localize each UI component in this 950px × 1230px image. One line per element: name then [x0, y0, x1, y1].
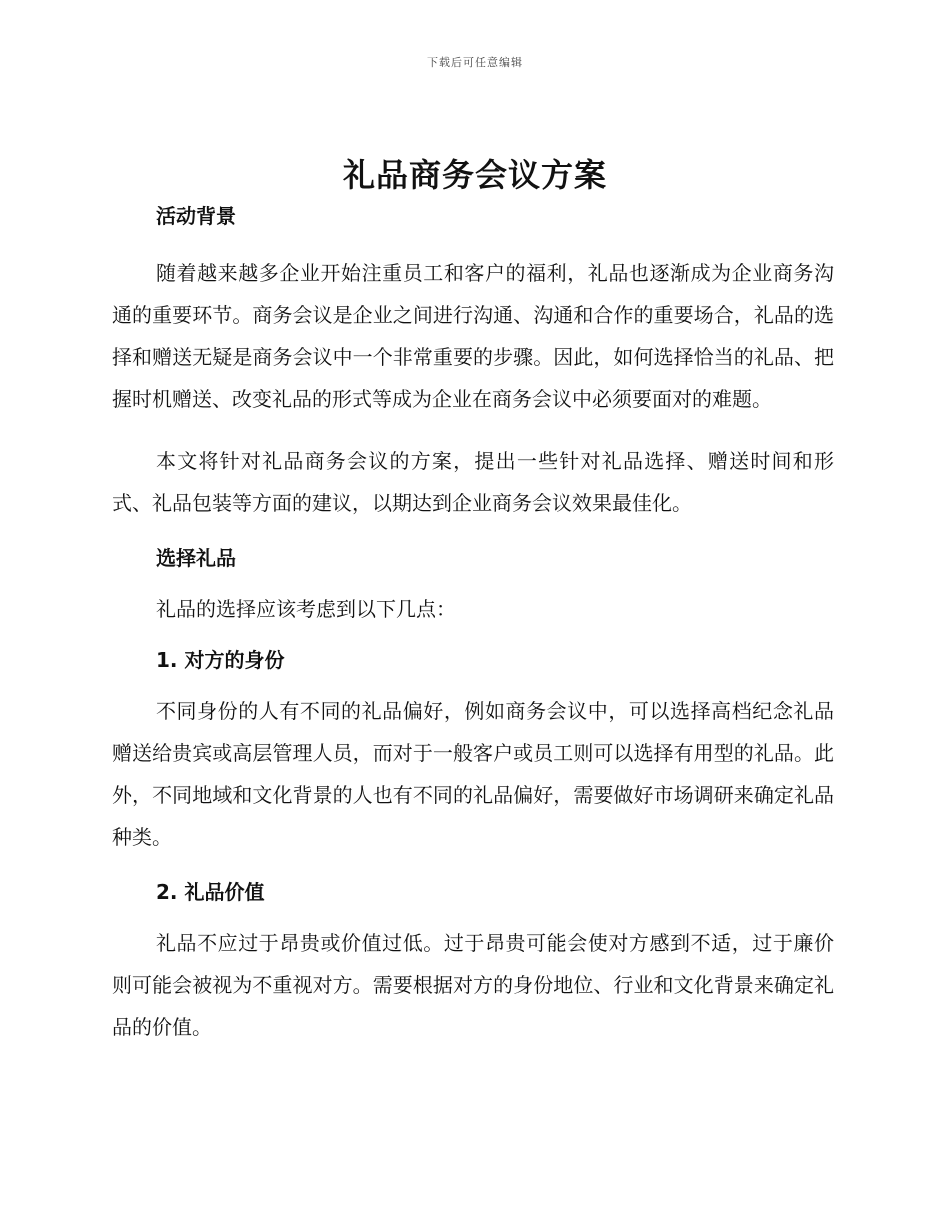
- paragraph-item-1: 不同身份的人有不同的礼品偏好，例如商务会议中，可以选择高档纪念礼品赠送给贵宾或高层管理人员，而对于一般客户或员工则可以选择有用型的礼品。此外，不同地域和文化背景的人也有不同的礼品偏好，需要做好市场调研来确定礼品种类。: [112, 699, 834, 849]
- section-heading-choose: 选择礼品: [156, 546, 236, 570]
- section-heading-background: 活动背景: [156, 204, 236, 228]
- paragraph-choose-intro: 礼品的选择应该考虑到以下几点：: [156, 597, 456, 621]
- subheading-item-1: 1. 对方的身份: [156, 648, 285, 672]
- paragraph-item-2: 礼品不应过于昂贵或价值过低。过于昂贵可能会使对方感到不适，过于廉价则可能会被视为不重视对方。需要根据对方的身份地位、行业和文化背景来确定礼品的价值。: [112, 931, 834, 1039]
- paragraph-background-1: 随着越来越多企业开始注重员工和客户的福利，礼品也逐渐成为企业商务沟通的重要环节。商务会议是企业之间进行沟通、沟通和合作的重要场合，礼品的选择和赠送无疑是商务会议中一个非常重要的步骤。因此，如何选择恰当的礼品、把握时机赠送、改变礼品的形式等成为企业在商务会议中必须要面对的难题。: [112, 261, 834, 411]
- document-title: 礼品商务会议方案: [342, 156, 607, 194]
- paragraph-background-2: 本文将针对礼品商务会议的方案，提出一些针对礼品选择、赠送时间和形式、礼品包装等方面的建议，以期达到企业商务会议效果最佳化。: [112, 449, 834, 515]
- document-body: [112, 202, 834, 1048]
- header-note: 下载后可任意编辑: [427, 56, 523, 69]
- subheading-item-2: 2. 礼品价值: [156, 880, 265, 904]
